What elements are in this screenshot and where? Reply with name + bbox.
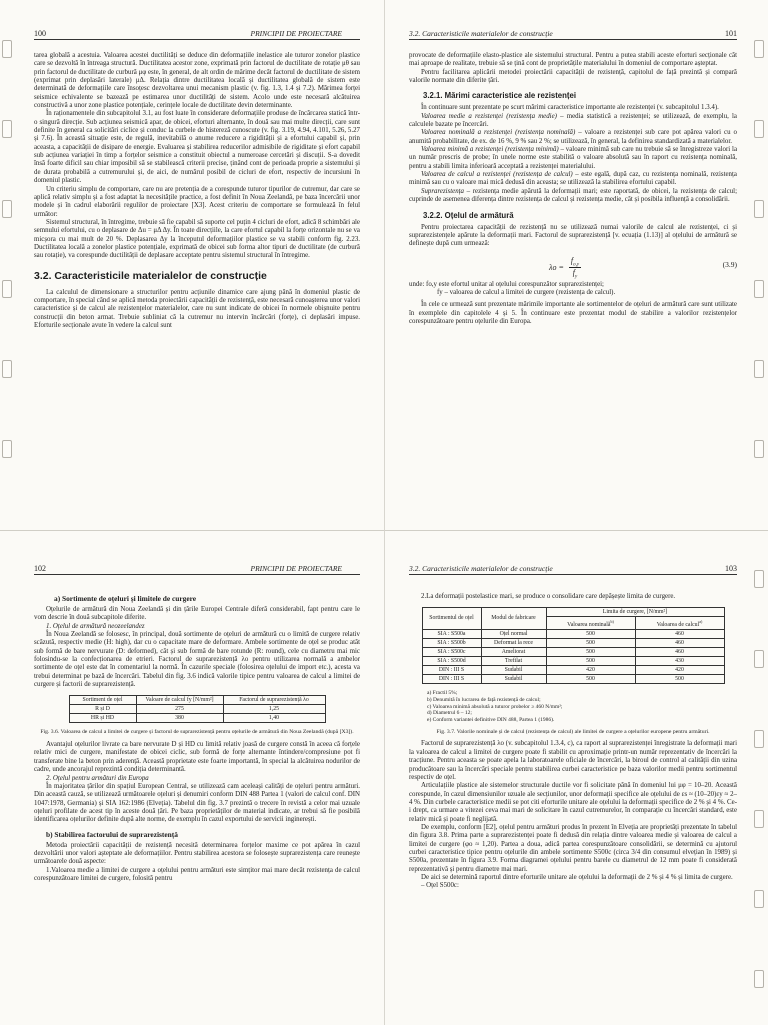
table-cell: DIN : III S [422,675,481,684]
table-cell: SIA : S500b [422,639,481,648]
paragraph: Oțelurile de armătură din Noua Zeelandă și din țările Europei Centrale diferă considerabil, fapt pentru care le vom descrie în două subcapitole diferite. [34,606,360,622]
table-cell: 430 [635,657,724,666]
paragraph: – Oțel S500c: [421,882,459,890]
table-header: Modul de fabricare [481,608,546,630]
paragraph: Pentru facilitarea aplicării metodei proiectării capacității de rezistență, capitolul de față prezintă și compară valorile normate din diferite țări. [409,68,737,85]
equation-denominator: $f_y$ [572,268,578,280]
paragraph: Articulațiile plastice ale sistemelor structurale ductile vor fi solicitate până în domeniul lui μφ = 10–20. Această corespunde, în cazul dimensiunilor uzuale ale secțiunilor, unor deformații specifice ale oțelului de εs ≈ (10–20)εy ≈ 2–4 %. Din curbele caracteristice medii se pot citi eforturile unitare ale oțelului la deformații specifice de 2 % și 4 %. Ce-i drept, ca urmare a vitezei ceva mai mari de solicitare în cazul cutremurelor, în comparație cu încercări standard, este relativ mică și poate fi neglijată. [409,782,737,823]
paragraph: 2.La deformații postelastice mari, se produce o consolidare care depășește limita de curgere. [421,593,676,600]
definition-text: – media statistică a rezistenței; se utilizează, de exemplu, la calculele bazate pe încercări. [409,112,737,129]
table-cell: Sudabil [481,666,546,675]
table-cell: 500 [546,675,635,684]
definition-text: – este egală, după caz, cu rezistența nominală, rezistența minimă sau cu o valoare mai mică dedusă din aceasta; se utilizează la stabilirea efortului capabil. [409,171,737,187]
table-cell: 1,25 [223,705,325,714]
table-note: a) Fractil 5%; [427,690,458,697]
table-row [422,666,724,675]
table-note: d) Diametrul 6 – 12; [427,710,472,717]
term: Valoarea medie a rezistenței (rezistența medie) [421,112,557,120]
paragraph: De aici se determină raportul dintre eforturile unitare ale oțelului la deformații de 2 % și 4 % și limita de curgere. [421,873,733,881]
paragraph: În Noua Zeelandă se folosesc, în principal, două sortimente de oțeluri de armătură cu o limită de curgere relativ scăzută, respectiv medie (H: high), dar cu o capacitate mare de deformare. Ambele sortimente de oțel se produc atât sub formă de bare nervurate (D: deformed), cât și sub formă de bare rotunde (R: round), cele cu diametru mai mic folosindu-se la confecționarea de etrieri. Factorul de suprarezistență λo pentru utilizarea normală a ambelor sortimente de oțel este dat în comentariul la normă. În cazurile speciale (folosirea oțelului de import etc.), acesta va trebui determinat pe bază de încercări. Tabelul din fig. 3.6 indică valorile tipice pentru valoarea de calcul a limitei de curgere și factorii de suprarezistență. [34,631,360,689]
table-cell: 500 [546,648,635,657]
text-column [34,52,360,330]
running-title: 3.2. Caracteristicile materialelor de construcție [409,29,553,38]
subsection-heading: 3.2.1. Mărimi caracteristice ale rezistenței [423,91,576,101]
table-cell: 500 [546,639,635,648]
definition-mean [409,113,737,130]
equation-number: (3.9) [722,259,737,269]
table-cell: 500 [635,675,724,684]
table-row [69,705,325,714]
page-header [34,29,360,40]
paragraph: Sistemul structural, în întregime, trebuie să fie capabil să suporte cel puțin 4 cicluri de efort, adică 8 schimbări ale semnului efortului, cu o deplasare de Δu = μΔ Δy. În toate direcțiile, la care efortul capabil la forțe orizontale nu se va micșora cu mai mult de 20 %. Deplasarea Δy la începutul deformațiilor plastice se va stabili conform fig. 2.23. Ductilitatea locală a zonelor plastice potențiale, exprimată de obicei sub forma altor tipuri de ductilitate (de curbură sau rotație), va corespunde ductilității de deplasare acceptate pentru sistemul structural în întregime. [34,218,360,260]
table-cell: SIA : S500d [422,657,481,666]
table-row [422,630,724,639]
paragraph: În continuare sunt prezentate pe scurt mărimi caracteristice importante ale rezistenței (v. subcapitolul 1.3.4). [421,104,719,112]
page-number: 101 [725,29,737,38]
table-cell: 420 [546,666,635,675]
table-cell: 500 [546,630,635,639]
table-header: Valoare de calcul fy [N/mm²] [136,696,223,705]
paragraph: La calculul de dimensionare a structurilor pentru acțiunile dinamice care ajung până în domeniul plastic de comportare, în special când se aplică metoda proiectării capacității de rezistență, este necesară cunoașterea unor valori caracteristice și de calcul ale rezistențelor materialelor, care nu sunt indicate de obicei în normele obișnuite pentru construcții din beton armat. Trebuie subliniat că la cutremur nu intervin încărcări (forțe), ci deplasări impuse. Eforturile secționale avute în vedere la calcul sunt [34,288,360,329]
where-line: unde: fo,y este efortul unitar al oțelului corespunzător suprarezistenței; [409,280,604,288]
table-cell: Deformat la rece [481,639,546,648]
running-title: PRINCIPII DE PROIECTARE [250,564,342,573]
table-cell: SIA : S500c [422,648,481,657]
equation-formula [549,256,581,280]
table-row [422,675,724,684]
eu-steel-table [422,607,725,684]
definition-minimum [409,146,737,171]
paragraph: Pentru proiectarea capacității de rezistență nu se utilizează numai valorile de calcul ale rezistenței, ci și suprarezistențele apărute la deformații mari. Factorul de suprarezistență [v. ecuația (1.13)] al oțelului de armătură se definește după cum urmează: [409,223,737,248]
paragraph: tarea globală a acestuia. Valoarea acestei ductilități se deduce din deformațiile inelastice ale tuturor zonelor plastice care se dezvoltă în întreaga structură. Ductilitatea acestor zone, exprimată prin factorul de ductilitate de rotație μθ sau prin factorul de ductilitate de curbură μφ este, în general, de alt ordin de mărime decât factorul de ductilitate de sistem (exprimat prin deplasări laterale) μΔ. Relația dintre ductilitatea locală și ductilitatea globală de sistem este determinată de deformațiile care însoțesc dezvoltarea unui mecanism plastic (v. fig. 1.3, 1.4 și 7.2). Mărimea forței seismice echivalente se bazează pe estimarea unor ductilități de sistem. Acolo unde este necesară alcătuirea constructivă a unor zone plastice potențiale, cerințele locale de ductilitate devin determinante. [34,52,360,110]
equation-fraction [569,256,581,280]
term: Valoarea de calcul a rezistenței (rezistența de calcul) [421,171,573,179]
page-header [409,564,737,575]
table-cell: Ameliorat [481,648,546,657]
paragraph: Metoda proiectării capacității de rezistență necesită determinarea forțelor maxime ce pot apărea în cazul dezvoltării unor valori așteptate ale deformațiilor. Pentru stabilirea acestora se folosește suprarezistența care reunește următoarele două aspecte: [34,841,360,866]
table-header: Valoarea nominală$^{b)}$ [546,617,635,630]
table-cell: Trefilat [481,657,546,666]
definition-nominal [409,129,737,146]
paragraph: provocate de deformațiile elasto-plastice ale sistemului structural. Pentru a putea stabili aceste eforturi secționale cât mai aproape de realitate, trebuie să se țină cont de proprietățile materialului în domeniul de comportare așteptat. [409,52,737,68]
table-header-row [422,608,724,617]
table-cell: Oțel normal [481,630,546,639]
running-title: 3.2. Caracteristicile materialelor de construcție [409,564,553,573]
subheading: 2. Oțelul pentru armături din Europa [46,774,149,782]
definition-text: – valoare a rezistenței sub care pot apărea valori cu o anumită probabilitate, de ex. de 16 %, 9 % sau 2 %; se utilizează, în general, la definirea standardizată a materialelor. [409,129,737,145]
table-cell: 1,40 [223,714,325,723]
text-column [409,52,737,326]
table-cell: Sudabil [481,675,546,684]
subsection-heading: a) Sortimente de oțeluri și limitele de curgere [54,594,197,603]
page-header [34,564,360,575]
running-title: PRINCIPII DE PROIECTARE [250,29,342,38]
table-cell: 275 [136,705,223,714]
table-header: Valoarea de calcul$^{a)}$ [635,617,724,630]
page-103 [384,530,768,1025]
equation-lhs: λo = [549,262,564,272]
table-cell: 460 [635,639,724,648]
paragraph: De exemplu, conform [E2], oțelul pentru armături produs în prezent în Elveția are proprietăți prezentate în tabelul din figura 3.8. Prima parte a suprarezistenței poate fi dedusă din relația dintre valoarea medie și valoarea de calcul a limitei de curgere (φo ≈ 1,20). Partea a doua, adică partea corespunzătoare consolidării, se determină cu ajutorul curbei caracteristice tipice pentru oțelurile din ambele sortimente S500c (circa 3/4 din consumul elvețian în 1989) și S500a, prezentate în figura 3.9. Forma diagramei oțelului pentru barele cu diametrul de 12 mm poate fi considerată reprezentativă și pentru diametre mai mari. [409,823,737,873]
table-row [422,639,724,648]
table-note: c) Valoarea minimă absolută a tuturor probelor ≥ 460 N/mm²; [427,703,563,710]
subsection-heading: b) Stabilirea factorului de suprarezistență [46,829,178,839]
table-header: Limita de curgere, [N/mm²] [546,608,724,617]
equation-3-9 [409,254,737,280]
table-row [422,648,724,657]
paragraph: În majoritatea țărilor din spațiul European Central, se utilizează cam aceleași calități de oțeluri pentru armături. Din această cauză, se utilizează următoarele oțeluri și denumiri conform DIN 488 Partea 1 (valori de calcul conf. DIN 1047:1978, Germania) și SIA 162:1986 (Elveția). Tabelul din fig. 3.7 prezintă o trecere în revistă a celor mai uzuale oțeluri profilate de acest tip în aceste două țări. Pe baza proprietăților de material indicate, ar trebui să fie posibilă identificarea oțelurilor definite după alte norme, de exemplu în cazul exportului de servicii inginerești. [34,782,360,824]
paragraph: Factorul de suprarezistență λo (v. subcapitolul 1.3.4, c), ca raport al suprarezistenței înregistrate la deformații mari la valoarea de calcul a limitei de curgere poate fi stabilit cu aproximație printr-un număr reprezentativ de încercări la tracțiune. Pentru aceasta se poate apela la laboratoarele oficiale de încercări, la biroul de control al calității din uzina producătoare sau la încercări speciale pentru stabilirea curbei caracteristice pe baza valorilor medii pentru sortimentul respectiv de oțel. [409,740,737,781]
table-cell: 460 [635,630,724,639]
page-header [409,29,737,40]
page-102 [0,530,384,1025]
term: Suprarezistența [421,187,465,195]
definition-text: – valoare minimă sub care nu trebuie să se înregistreze valori la un număr prescris de probe; în unele norme este stabilită o valoare absolută sau în raport cu rezistența nominală, pentru a stabili limita inferioară acceptată a rezistenței materialului. [409,146,737,170]
paragraph: Un criteriu simplu de comportare, care nu are pretenția de a corespunde tuturor tipurilor de cutremur, dar care se aplică relativ simplu și a fost adaptat la necesitățile practice, a fost definit în Noua Zeelandă, pe baza încercării unor modele și în cadrul elaborării regulilor de proiectare [X3]. Acest criteriu de comportare se formulează în felul următor: [34,185,360,218]
page-number: 103 [725,564,737,573]
table-row [69,714,325,723]
table-header: Sortimentul de oțel [422,608,481,630]
page-number: 102 [34,564,46,573]
table-cell: SIA : S500a [422,630,481,639]
definition-design [409,171,737,188]
term: Valoarea nominală a rezistenței (rezistența nominală) [421,129,576,137]
figure-caption: Fig. 3.6. Valoarea de calcul a limitei de curgere și factorul de suprarezistență pentru oțelurile de armătură din Noua Zeelandă (după [X3]). [40,729,354,736]
where-line: fy – valoarea de calcul a limitei de curgere (rezistența de calcul). [437,288,616,296]
table-cell: 500 [546,657,635,666]
table-cell: R și D [69,705,136,714]
table-cell: 460 [635,648,724,657]
paragraph: Avantajul oțelurilor livrate ca bare nervurate D și HD cu limită relativ joasă de curgere constă în aceea că forțele relativ mici de curgere, manifestate de obicei ciclic, sub formă de forțe alternante întindere/compresiune pot fi transferate bine la beton prin aderență. Această proprietate este foarte importantă, în special la alcătuirea nodurilor de cadre, unde ancorajul reprezintă condiția determinantă. [34,741,360,774]
table-note: b) Denumită în lucrarea de față rezistență de calcul; [427,696,541,703]
table-note: e) Conform variantei definitive DIN 488, Partea 1 (1986). [427,717,555,724]
subsection-heading: 3.2.2. Oțelul de armătură [423,210,514,220]
paragraph: În raționamentele din subcapitolul 3.1, au fost luate în considerare deformațiile produse de încărcarea statică într-o singură direcție. Sub acțiunea seismică apar, de obicei, eforturi alternante, în două sau mai multe direcții, care sunt definite în general ca solicitări ciclice și conduc la curbele de histereză cunoscute (v. fig. 3.19, 4.94, 4.101, 5.26, 5.27 și 7.6). În această situație este, de regulă, inevitabilă o anume reducere a rigidității și a efortului capabil și, prin aceasta, a capacității de disipare de energie. Evaluarea și stabilirea reducerilor admisibile de rigiditate și efort capabil sub acțiunea variației în timp a forțelor seismice a constituit obiectul a numeroase cercetări și discuții. S-a dovedit însă foarte dificil sau chiar imposibil să se stabilească criterii precise, ținând cont de perioada proprie a sistemului și de durata probabilă a cutremurului și, de aici, de numărul posibil de cicluri de efort, respectiv de incursiuni în domeniul plastic. [34,110,360,185]
section-heading: 3.2. Caracteristicile materialelor de construcție [34,269,267,282]
equation-numerator: $f_{o,y}$ [570,255,580,268]
page-100 [0,0,384,530]
page-number: 100 [34,29,46,38]
term: Valoarea minimă a rezistenței (rezistența minimă) [421,146,559,154]
table-header-row [69,696,325,705]
text-column [34,589,360,883]
table-header: Sortiment de oțel [69,696,136,705]
table-cell: DIN : III S [422,666,481,675]
table-header: Factorul de suprarezistență λo [223,696,325,705]
page-101 [384,0,768,530]
definition-overstrength [409,188,737,205]
subheading: 1. Oțelul de armătură neozeelandez [46,622,145,630]
paragraph: În cele ce urmează sunt prezentate mărimile importante ale sortimentelor de oțeluri de armătură care sunt utilizate în exemplele din capitolele 4 și 5. În continuare este prezentat modul de stabilire a valorilor rezistențelor corespunzătoare pentru oțelurile din Europa. [409,301,737,325]
figure-caption: Fig. 3.7. Valorile nominale și de calcul (rezistența de calcul) ale limitei de curgere a oțelurilor europene pentru armături. [436,728,710,735]
text-column [409,593,737,891]
table-cell: 380 [136,714,223,723]
table-cell: HR și HD [69,714,136,723]
table-row [422,657,724,666]
table-cell: 420 [635,666,724,675]
table-notes [427,690,737,724]
nz-steel-table [69,695,326,723]
paragraph: 1.Valoarea medie a limitei de curgere a oțelului pentru armături este simțitor mai mare decât rezistența de calcul corespunzătoare limitei de curgere, folosită pentru [34,866,360,882]
definition-text: – rezistența medie apărută la deformații mari; este raportată, de obicei, la rezistența de calcul; cuprinde de asemenea diferența dintre rezistența de calcul și rezistența medie, cât și posibila influență a consolidării. [409,187,737,204]
